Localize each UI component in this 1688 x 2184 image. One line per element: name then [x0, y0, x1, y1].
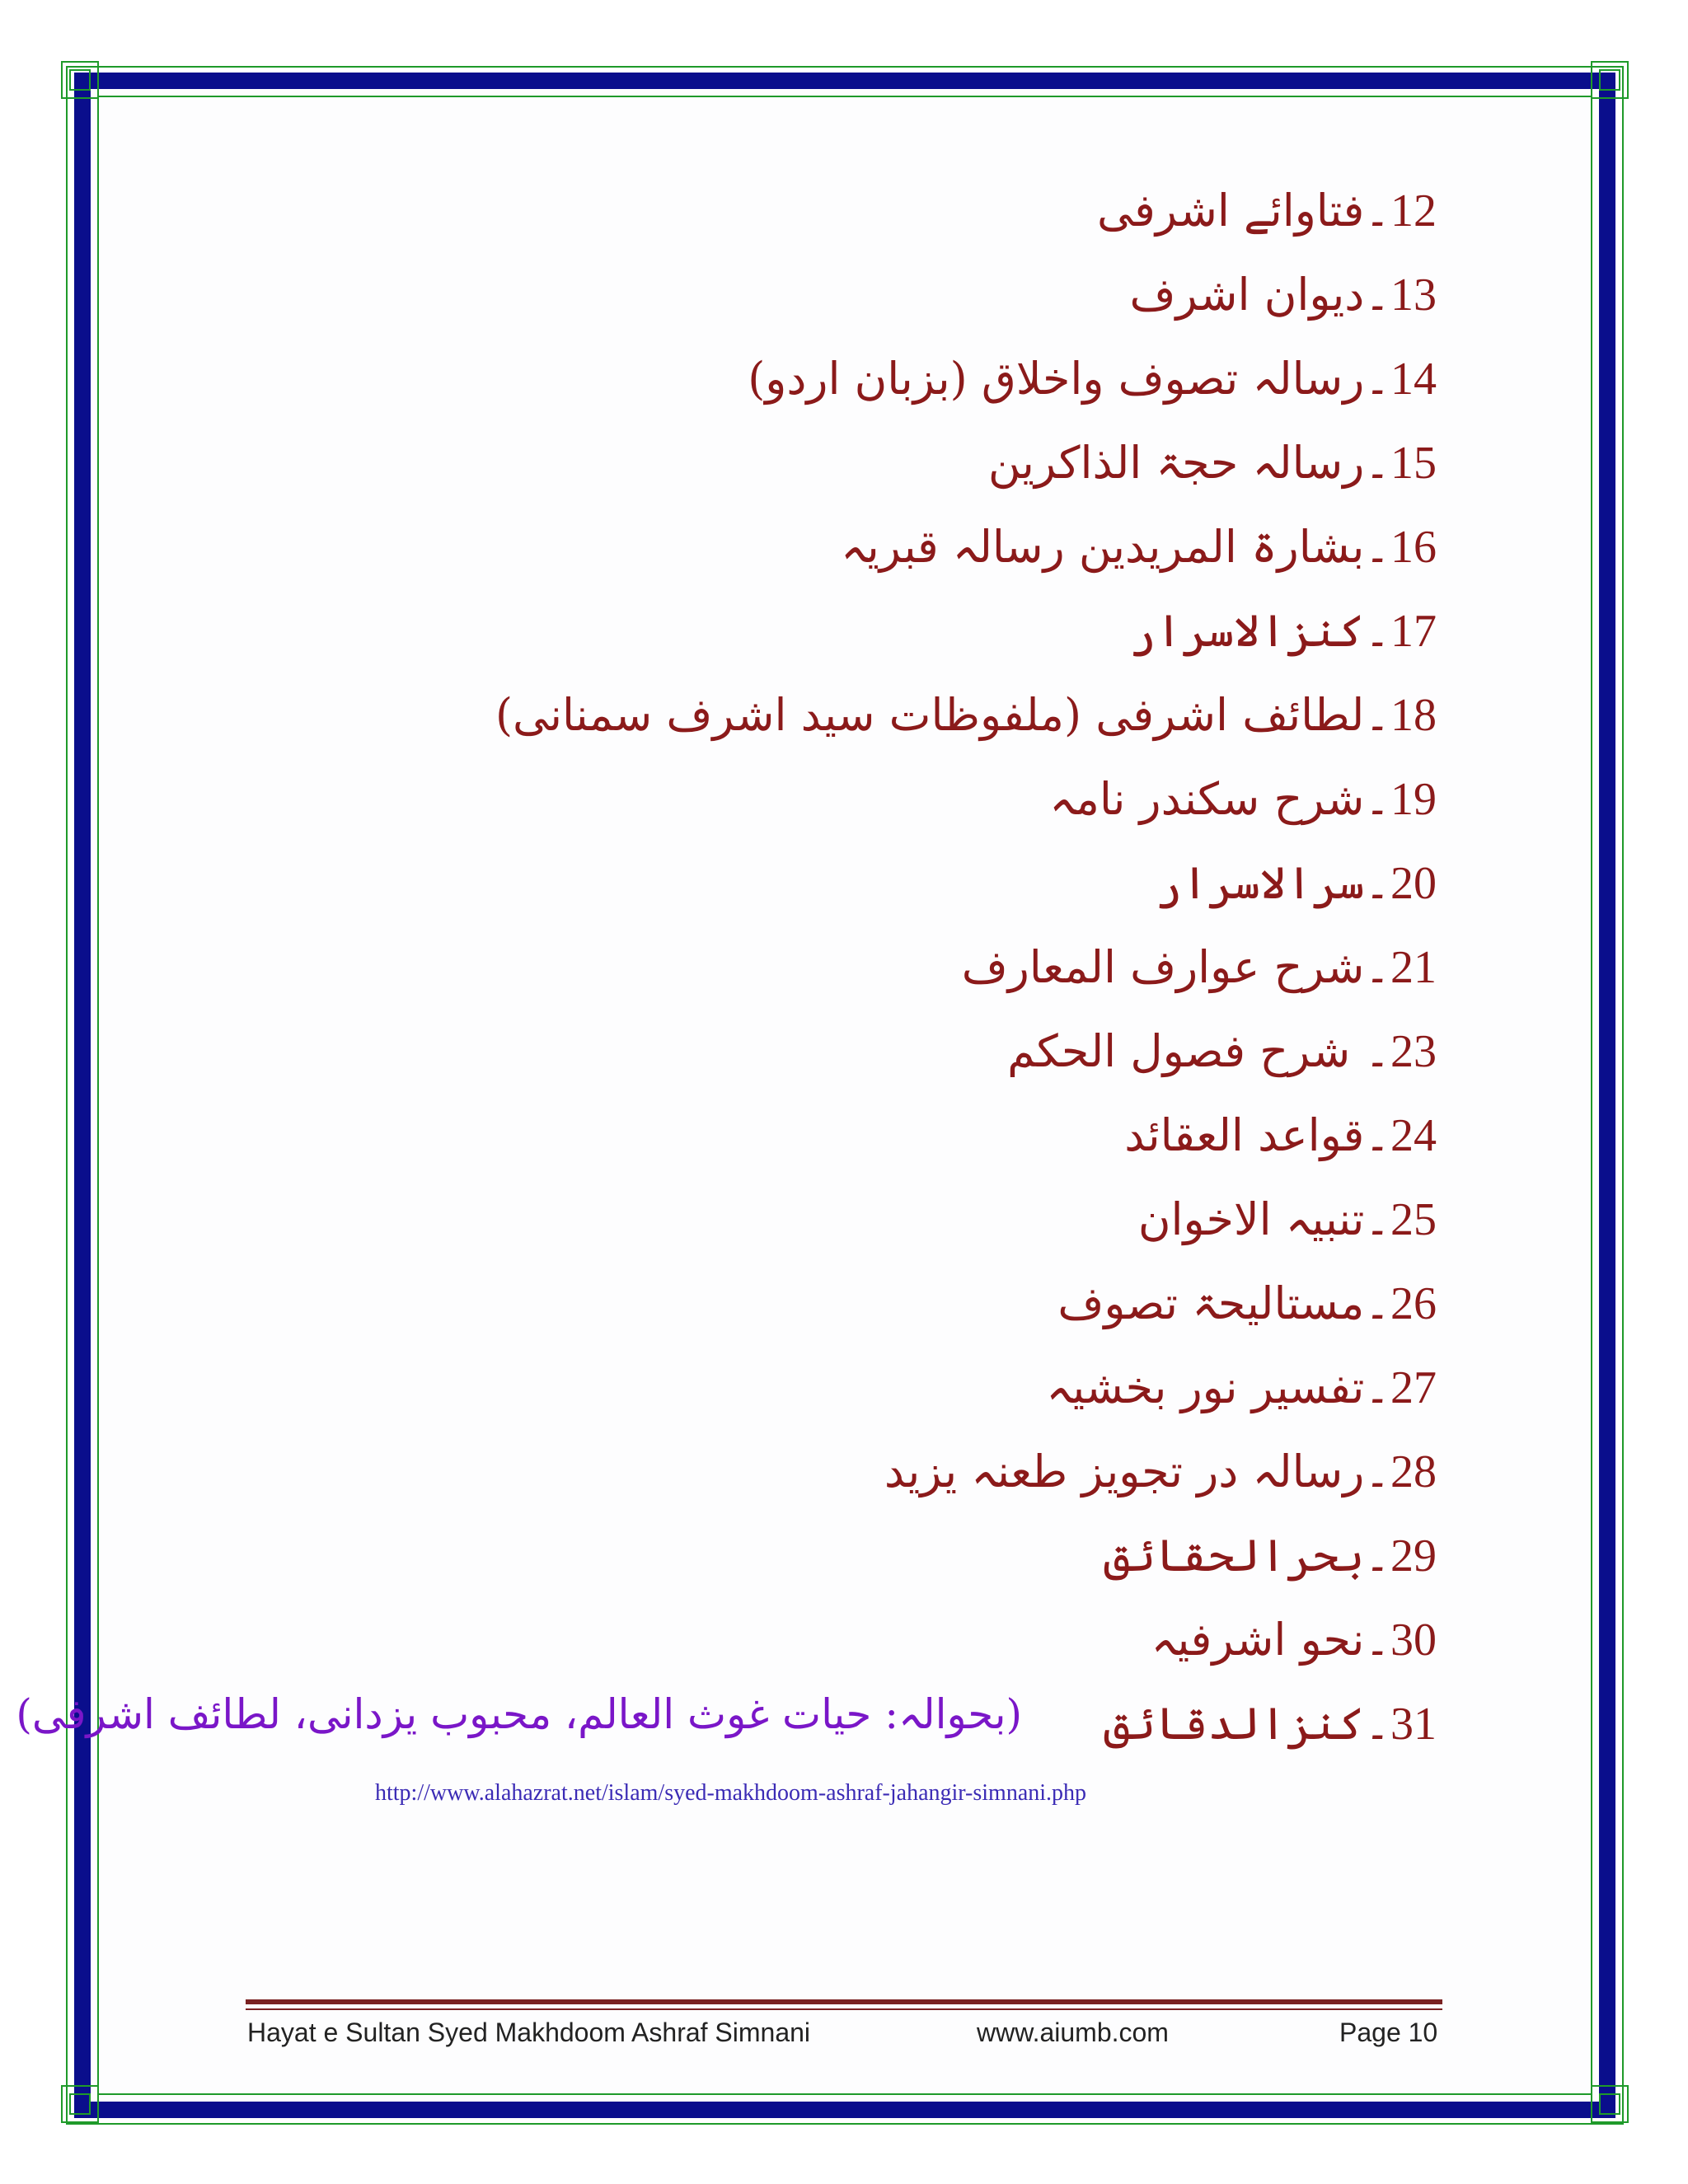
item-title: ۔بحرالحقائق — [1103, 1530, 1390, 1582]
item-title: ۔نحو اشرفیہ — [1151, 1614, 1390, 1666]
item-number: 24 — [1390, 1110, 1437, 1161]
footer-website: www.aiumb.com — [977, 2018, 1169, 2047]
item-title: ۔کنزالاسرار — [1129, 605, 1390, 657]
footer-book-title: Hayat e Sultan Syed Makhdoom Ashraf Simnani — [247, 2018, 811, 2047]
item-title: ۔دیوان اشرف — [1129, 269, 1390, 321]
list-item — [200, 505, 1437, 589]
list-item — [200, 589, 1437, 673]
list-item — [200, 421, 1437, 505]
list-item — [200, 253, 1437, 337]
item-title: ۔فتاوائے اشرفی — [1097, 185, 1390, 237]
frame-corner-ornament — [1591, 61, 1629, 99]
item-number: 17 — [1390, 606, 1437, 657]
item-number: 13 — [1390, 269, 1437, 321]
list-item — [200, 337, 1437, 421]
item-number: 12 — [1390, 185, 1437, 237]
item-number: 28 — [1390, 1446, 1437, 1497]
item-title: ۔سرالاسرار — [1156, 857, 1390, 909]
item-title: ۔بشارۃ المریدین رسالہ قبریہ — [841, 521, 1390, 573]
source-url-link[interactable]: http://www.alahazrat.net/islam/syed-makhdoom-ashraf-jahangir-simnani.php — [375, 1780, 1087, 1806]
item-title: ۔ شرح فصول الحکم — [1007, 1025, 1390, 1077]
item-number: 29 — [1390, 1530, 1437, 1582]
item-number: 21 — [1390, 942, 1437, 993]
list-item — [200, 1262, 1437, 1346]
item-title: ۔شرح سکندر نامہ — [1049, 773, 1390, 825]
item-title: ۔رسالہ در تجویز طعنہ یزید — [884, 1446, 1390, 1497]
footer-rule-thin — [246, 2008, 1442, 2010]
book-list — [16, 169, 1437, 1766]
page-number: Page 10 — [1339, 2018, 1438, 2047]
item-number: 30 — [1390, 1615, 1437, 1666]
item-title: ۔مستالیحۃ تصوف — [1057, 1277, 1390, 1329]
list-item — [200, 841, 1437, 926]
item-number: 14 — [1390, 354, 1437, 405]
frame-corner-ornament — [61, 2085, 99, 2123]
list-item — [200, 926, 1437, 1010]
item-number: 26 — [1390, 1278, 1437, 1329]
item-title: ۔کنزالدقائق — [1103, 1698, 1390, 1750]
source-reference: (بحوالہ: حیات غوث العالم، محبوب یزدانی، لطائف اشرفی) — [16, 1690, 1022, 1738]
item-number: 20 — [1390, 858, 1437, 909]
item-number: 23 — [1390, 1026, 1437, 1077]
item-title: ۔لطائف اشرفی (ملفوظات سید اشرف سمنانی) — [495, 689, 1390, 741]
frame-corner-ornament — [61, 61, 99, 99]
item-title: ۔تفسیر نور بخشیہ — [1046, 1361, 1390, 1413]
list-item — [200, 1346, 1437, 1430]
item-number: 15 — [1390, 438, 1437, 489]
item-title: ۔تنبیہ الاخوان — [1137, 1193, 1390, 1245]
item-title: ۔رسالہ حجۃ الذاکرین — [987, 437, 1390, 489]
list-item — [200, 673, 1437, 757]
item-title: ۔رسالہ تصوف واخلاق (بزبان اردو) — [748, 353, 1390, 405]
item-number: 25 — [1390, 1194, 1437, 1245]
item-title: ۔شرح عوارف المعارف — [961, 941, 1390, 993]
list-item — [200, 1010, 1437, 1094]
list-item — [200, 1094, 1437, 1178]
list-item — [200, 1430, 1437, 1514]
list-item — [200, 757, 1437, 841]
footer-rule — [246, 1999, 1442, 2004]
item-number: 19 — [1390, 774, 1437, 825]
list-item — [200, 1514, 1437, 1598]
item-number: 16 — [1390, 522, 1437, 573]
item-number: 18 — [1390, 690, 1437, 741]
list-item — [200, 169, 1437, 253]
item-number: 27 — [1390, 1362, 1437, 1413]
item-number: 31 — [1390, 1699, 1437, 1750]
frame-corner-ornament — [1591, 2085, 1629, 2123]
list-item — [200, 1598, 1437, 1682]
item-title: ۔قواعد العقائد — [1124, 1109, 1390, 1161]
list-item — [200, 1178, 1437, 1262]
